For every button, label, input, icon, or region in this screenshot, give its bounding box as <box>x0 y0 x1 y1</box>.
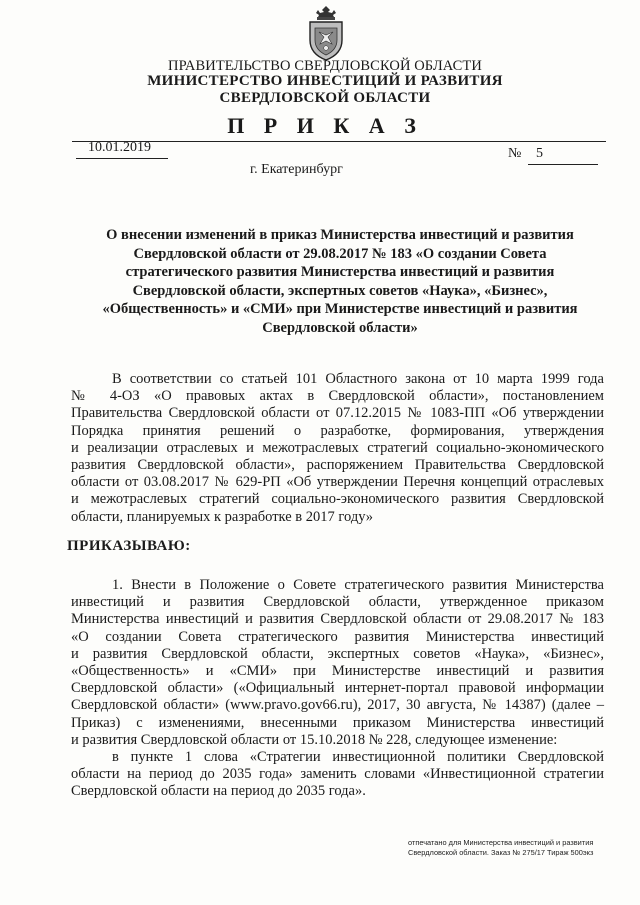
text-line: и развития Свердловской области, экспертных советов «Наука», «Бизнес», <box>71 645 604 662</box>
number-underline <box>528 164 598 165</box>
footer-line: отпечатано для Министерства инвестиций и развития <box>408 838 594 847</box>
text-line: Министерства инвестиций и развития Свердловской области от 29.08.2017 № 183 <box>71 611 604 628</box>
text-line: 1. Внести в Положение о Совете стратегического развития Министерства <box>112 577 604 593</box>
print-footer <box>408 838 640 858</box>
title-line: Свердловской области» <box>262 319 418 336</box>
title-line: «Общественность» и «СМИ» при Министерстве инвестиций и развития <box>102 301 578 318</box>
title-line: Свердловской области, экспертных советов «Наука», «Бизнес», <box>132 282 548 299</box>
item-1-paragraph <box>71 577 604 801</box>
title-line: Свердловской области от 29.08.2017 № 183 «О создании Совета <box>133 245 547 262</box>
text-line: и межотраслевых стратегий социально-экономического развития Свердловской <box>71 491 604 508</box>
title-line: стратегического развития Министерства инвестиций и развития <box>125 264 555 281</box>
text-line: в пункте 1 слова «Стратегии инвестиционной политики Свердловской <box>112 749 604 766</box>
text-line: области на период до 2035 года» заменить словами «Инвестиционной стратегии <box>71 766 604 783</box>
text-line: развития Свердловской области», распоряжением Правительства Свердловской <box>71 457 604 474</box>
number-sign: № <box>508 146 522 161</box>
preamble-paragraph <box>71 371 604 526</box>
title-line: О внесении изменений в приказ Министерства инвестиций и развития <box>106 227 574 243</box>
text-line: Свердловской области на период до 2035 года». <box>71 783 366 800</box>
text-line: В соответствии со статьей 101 Областного закона от 10 марта 1999 года <box>112 371 604 387</box>
text-line: «Общественность» и «СМИ» при Министерстве инвестиций и развития <box>71 663 604 680</box>
document-type-heading: П Р И К А З <box>227 113 423 138</box>
text-line: области от 03.08.2017 № 629-РП «Об утверждении Перечня концепций отраслевых <box>71 474 604 491</box>
city-name: г. Екатеринбург <box>250 162 343 177</box>
coat-of-arms-icon <box>305 4 347 62</box>
text-line: области, планируемых к разработке в 2017 году» <box>71 508 374 525</box>
order-word: ПРИКАЗЫВАЮ: <box>67 538 191 554</box>
text-line: Правительства Свердловской области от 07.12.2015 № 1083-ПП «Об утверждении <box>71 405 604 422</box>
order-date: 10.01.2019 <box>88 140 151 155</box>
text-line: Приказ) с изменениями, внесенными приказом Министерства инвестиций <box>71 714 604 731</box>
text-line: Свердловской области» («Официальный интернет-портал правовой информации <box>71 680 604 697</box>
ministry-name-line2: СВЕРДЛОВСКОЙ ОБЛАСТИ <box>219 90 431 106</box>
text-line: № 4-ОЗ «О правовых актах в Свердловской области», постановлением <box>71 388 604 405</box>
text-line: «О создании Совета стратегического развития Министерства инвестиций <box>71 628 604 645</box>
footer-line: Свердловской области. Заказ № 275/17 Тираж 500экз <box>408 848 594 857</box>
order-title <box>78 226 602 338</box>
government-name: ПРАВИТЕЛЬСТВО СВЕРДЛОВСКОЙ ОБЛАСТИ <box>168 58 482 74</box>
text-line: Порядка принятия решений о разработке, формирования, утверждения <box>71 422 604 439</box>
order-number: 5 <box>536 146 543 161</box>
date-underline <box>76 158 168 159</box>
text-line: и реализации отраслевых и межотраслевых стратегий социально-экономического <box>71 439 604 456</box>
text-line: инвестиций и развития Свердловской области, утвержденное приказом <box>71 594 604 611</box>
text-line: Свердловской области» (www.pravo.gov66.ru), 2017, 30 августа, № 14387) (далее – <box>71 697 604 714</box>
ministry-name-line1: МИНИСТЕРСТВО ИНВЕСТИЦИЙ И РАЗВИТИЯ <box>147 73 503 89</box>
header-divider <box>72 141 606 142</box>
text-line: и развития Свердловской области от 15.10.2018 № 228, следующее изменение: <box>71 731 558 748</box>
